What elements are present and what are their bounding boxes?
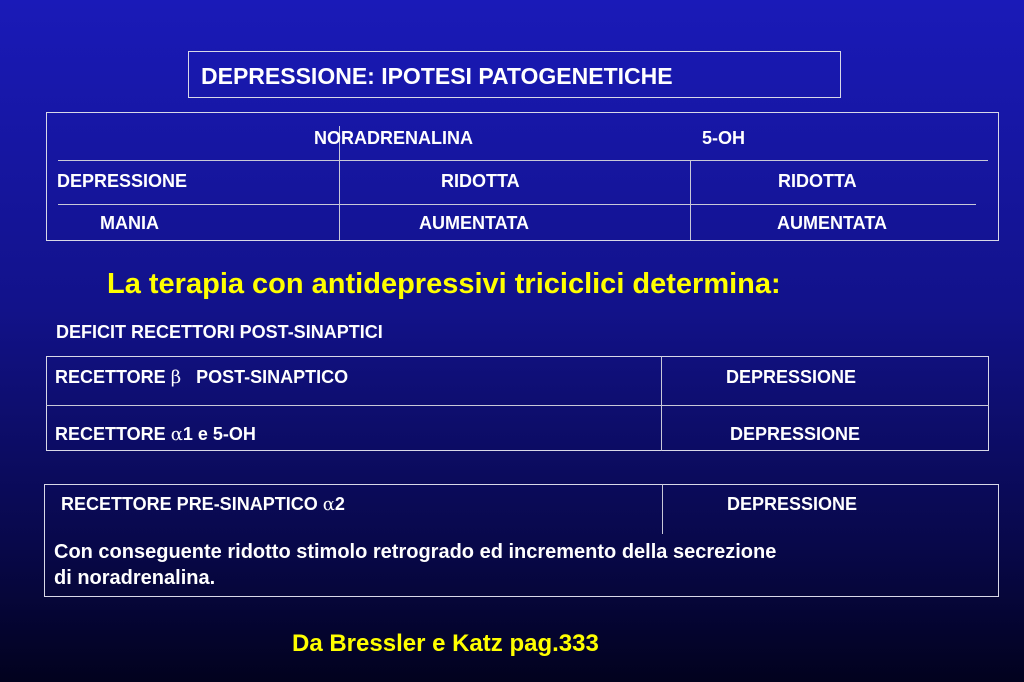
header-5oh: 5-OH (702, 128, 746, 148)
note-line-2: di noradrenalina. (54, 567, 216, 589)
receptor-prefix: RECETTORE (55, 424, 171, 444)
cell-mania-5oh: AUMENTATA (777, 213, 887, 233)
note-line-1: Con conseguente ridotto stimolo retrogrado ed incremento della secrezione (54, 541, 777, 563)
header-noradrenalina: NORADRENALINA (314, 128, 473, 148)
receptor-prefix: RECETTORE (55, 367, 171, 387)
row-label-depressione: DEPRESSIONE (57, 171, 188, 191)
cell-mania-noradrenalina: AUMENTATA (419, 213, 529, 233)
receptor-alpha1-result: DEPRESSIONE (730, 424, 861, 444)
alpha-symbol: α (322, 494, 335, 515)
beta-symbol: β (170, 367, 182, 388)
cell-depressione-5oh: RIDOTTA (778, 171, 857, 191)
subheading: DEFICIT RECETTORI POST-SINAPTICI (56, 322, 383, 342)
cell-depressione-noradrenalina: RIDOTTA (441, 171, 520, 191)
receptor-suffix: 1 e 5-OH (182, 424, 256, 444)
row-label-mania: MANIA (100, 213, 159, 233)
page-title: DEPRESSIONE: IPOTESI PATOGENETICHE (201, 63, 673, 89)
receptor-alpha1-label (55, 424, 256, 445)
section-heading: La terapia con antidepressivi triciclici determina: (107, 268, 781, 300)
table-column-divider (661, 356, 662, 451)
receptor-beta-result: DEPRESSIONE (726, 367, 857, 387)
table-divider (58, 204, 976, 205)
source-citation: Da Bressler e Katz pag.333 (292, 630, 599, 657)
table-divider (58, 160, 988, 161)
receptor-suffix: 2 (334, 494, 345, 514)
alpha-symbol: α (170, 424, 183, 445)
table-column-divider (662, 484, 663, 534)
receptor-alpha2-label (61, 494, 345, 515)
receptor-alpha2-result: DEPRESSIONE (727, 494, 858, 514)
receptor-beta-label (55, 367, 348, 388)
receptor-prefix: RECETTORE PRE-SINAPTICO (61, 494, 323, 514)
table-column-divider (690, 160, 691, 240)
receptor-suffix: POST-SINAPTICO (181, 367, 349, 387)
table-divider (46, 405, 989, 406)
